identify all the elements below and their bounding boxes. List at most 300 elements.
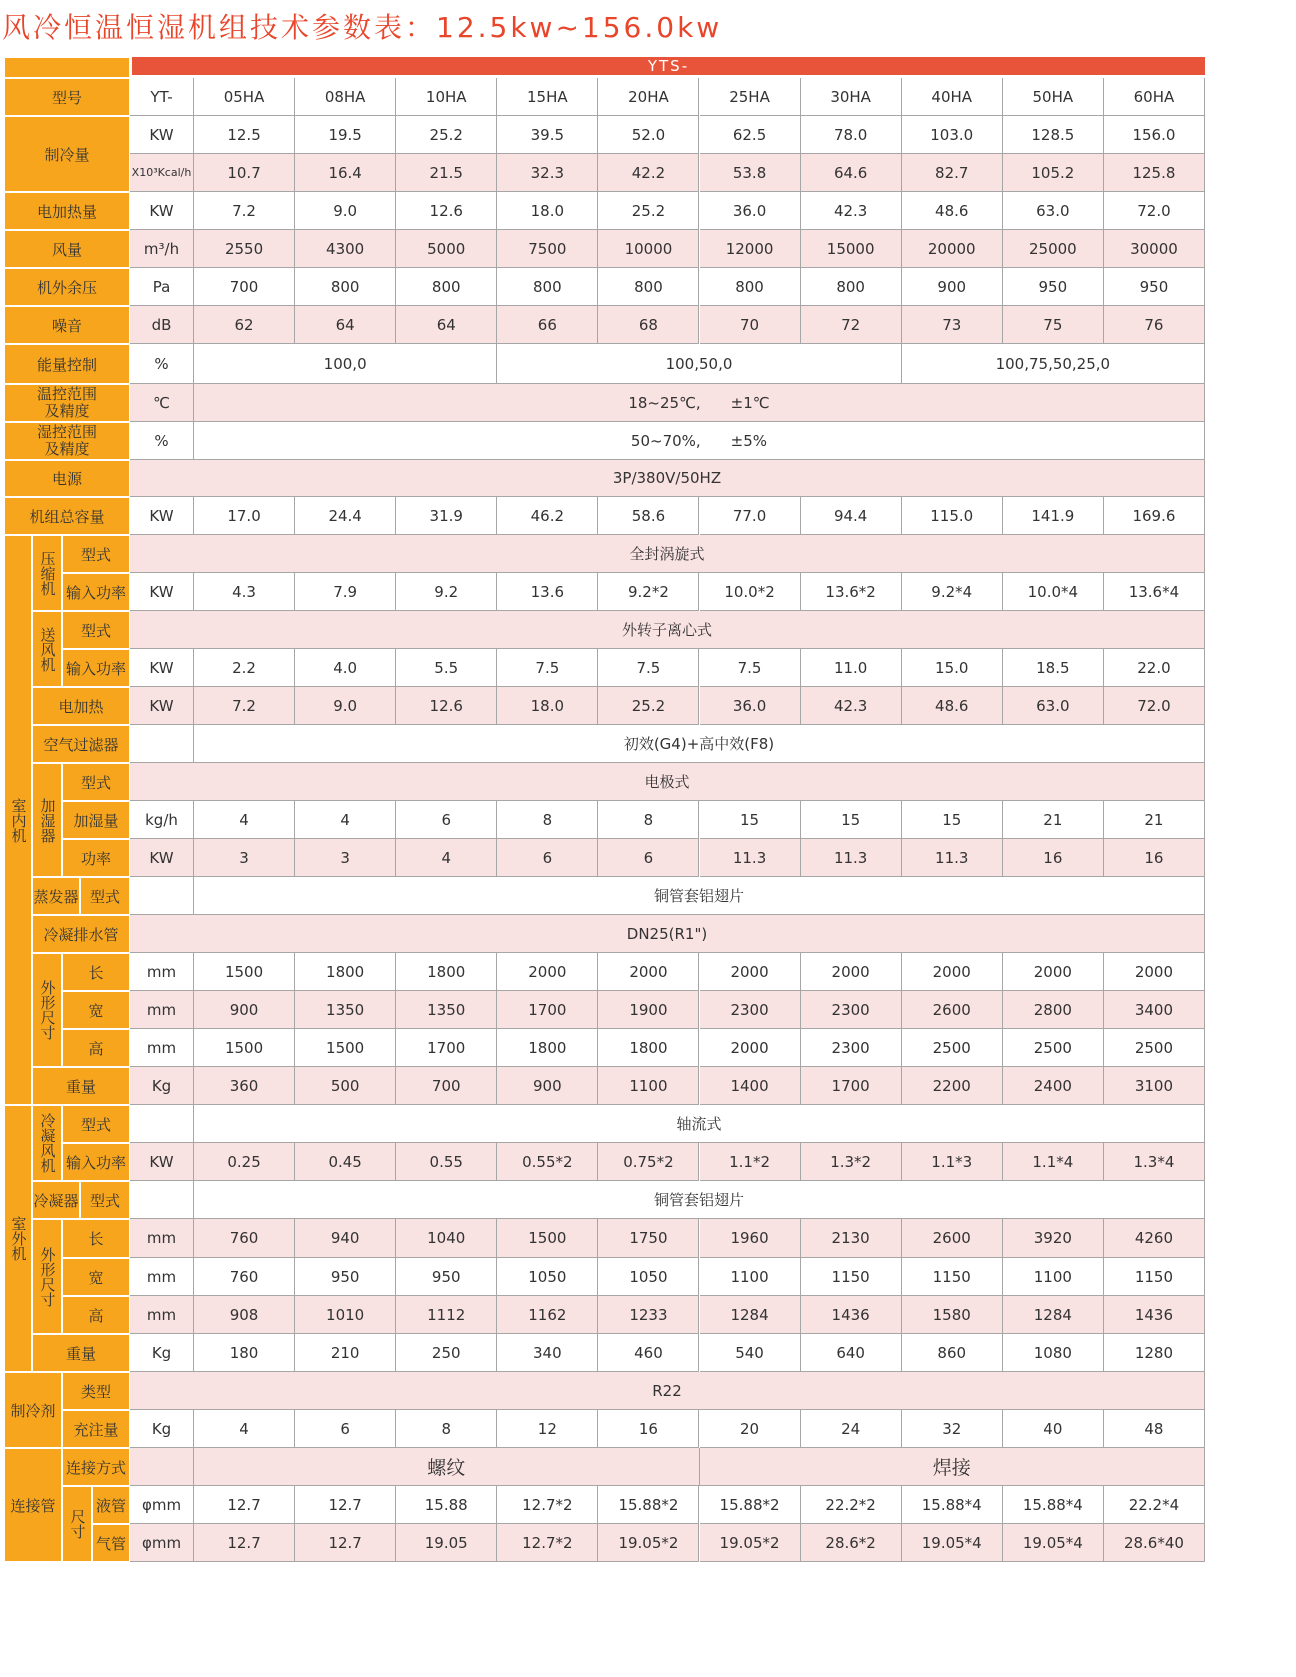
value-cell: 2300 — [801, 1029, 902, 1067]
value-cell: 22.2*4 — [1104, 1486, 1205, 1524]
value-cell: 1800 — [497, 1029, 598, 1067]
unit-cell: mm — [130, 1296, 194, 1334]
value-cell: 950 — [295, 1258, 396, 1296]
row-label: 加湿量 — [62, 801, 130, 839]
span-cell: 焊接 — [700, 1448, 1206, 1486]
value-cell: 7.2 — [194, 192, 295, 230]
value-cell: 1100 — [700, 1258, 801, 1296]
value-cell: 4 — [194, 1410, 295, 1448]
value-cell: 25.2 — [598, 192, 699, 230]
value-cell: 4260 — [1104, 1219, 1205, 1258]
unit-cell: dB — [130, 306, 194, 344]
span-cell: 50~70%, ±5% — [194, 422, 1205, 460]
row-label: 尺寸 — [62, 1486, 92, 1562]
value-cell: 4300 — [295, 230, 396, 268]
row-label: 宽 — [62, 1258, 130, 1296]
value-cell: 1500 — [295, 1029, 396, 1067]
model-header: 10HA — [396, 78, 497, 116]
value-cell: 2000 — [700, 1029, 801, 1067]
value-cell: 15.88*4 — [1003, 1486, 1104, 1524]
value-cell: 3 — [194, 839, 295, 877]
value-cell: 1150 — [902, 1258, 1003, 1296]
row-label: 输入功率 — [62, 573, 130, 611]
row-label: 长 — [62, 953, 130, 991]
value-cell: 2500 — [1003, 1029, 1104, 1067]
value-cell: 6 — [598, 839, 699, 877]
row-label: 输入功率 — [62, 1143, 130, 1181]
value-cell: 0.55 — [396, 1143, 497, 1181]
model-label: 型号 — [4, 78, 130, 116]
value-cell: 94.4 — [801, 497, 902, 535]
value-cell: 39.5 — [497, 116, 598, 154]
value-cell: 210 — [295, 1334, 396, 1372]
value-cell: 21 — [1104, 801, 1205, 839]
span-cell: 轴流式 — [194, 1105, 1205, 1143]
value-cell: 103.0 — [902, 116, 1003, 154]
value-cell: 1350 — [295, 991, 396, 1029]
value-cell: 4.0 — [295, 649, 396, 687]
unit-cell: Kg — [130, 1067, 194, 1105]
unit-cell: KW — [130, 649, 194, 687]
value-cell: 15000 — [801, 230, 902, 268]
row-label: 型式 — [80, 877, 130, 915]
value-cell: 2000 — [700, 953, 801, 991]
value-cell: 12.7 — [194, 1524, 295, 1562]
unit-cell: Kg — [130, 1334, 194, 1372]
value-cell: 13.6*4 — [1104, 573, 1205, 611]
value-cell: 7.5 — [598, 649, 699, 687]
value-cell: 6 — [295, 1410, 396, 1448]
unit-cell — [130, 1448, 194, 1486]
row-label: 冷凝排水管 — [32, 915, 130, 953]
row-label: 空气过滤器 — [32, 725, 130, 763]
value-cell: 0.75*2 — [598, 1143, 699, 1181]
value-cell: 42.3 — [801, 192, 902, 230]
unit-cell — [130, 1105, 194, 1143]
row-label: 电源 — [4, 460, 130, 497]
unit-cell: ℃ — [130, 384, 194, 422]
value-cell: 16 — [598, 1410, 699, 1448]
model-header: 30HA — [801, 78, 902, 116]
value-cell: 12.5 — [194, 116, 295, 154]
value-cell: 1040 — [396, 1219, 497, 1258]
value-cell: 21.5 — [396, 154, 497, 192]
row-label: 型式 — [62, 763, 130, 801]
row-label: 输入功率 — [62, 649, 130, 687]
value-cell: 125.8 — [1104, 154, 1205, 192]
row-label: 宽 — [62, 991, 130, 1029]
value-cell: 31.9 — [396, 497, 497, 535]
value-cell: 900 — [497, 1067, 598, 1105]
value-cell: 0.25 — [194, 1143, 295, 1181]
row-label: 能量控制 — [4, 344, 130, 384]
value-cell: 28.6*2 — [801, 1524, 902, 1562]
value-cell: 11.0 — [801, 649, 902, 687]
unit-cell: Kg — [130, 1410, 194, 1448]
unit-cell: X10³Kcal/h — [130, 154, 194, 192]
value-cell: 72 — [801, 306, 902, 344]
label-spacer — [4, 57, 130, 78]
value-cell: 800 — [295, 268, 396, 306]
value-cell: 760 — [194, 1219, 295, 1258]
value-cell: 12.6 — [396, 192, 497, 230]
value-cell: 19.05*2 — [700, 1524, 801, 1562]
value-cell: 10.0*4 — [1003, 573, 1104, 611]
value-cell: 1700 — [801, 1067, 902, 1105]
value-cell: 128.5 — [1003, 116, 1104, 154]
value-cell: 70 — [700, 306, 801, 344]
value-cell: 1800 — [598, 1029, 699, 1067]
value-cell: 860 — [902, 1334, 1003, 1372]
value-cell: 2300 — [801, 991, 902, 1029]
model-header: 15HA — [497, 78, 598, 116]
row-label: 室内机 — [4, 535, 32, 1105]
value-cell: 1750 — [598, 1219, 699, 1258]
value-cell: 15.88*2 — [700, 1486, 801, 1524]
model-header: 05HA — [194, 78, 295, 116]
value-cell: 460 — [598, 1334, 699, 1372]
value-cell: 9.0 — [295, 192, 396, 230]
row-label: 机外余压 — [4, 268, 130, 306]
row-label: 连接方式 — [62, 1448, 130, 1486]
value-cell: 250 — [396, 1334, 497, 1372]
model-header: 20HA — [598, 78, 699, 116]
value-cell: 3100 — [1104, 1067, 1205, 1105]
span-cell: 18~25℃, ±1℃ — [194, 384, 1205, 422]
row-label: 气管 — [92, 1524, 130, 1562]
value-cell: 12.7*2 — [497, 1486, 598, 1524]
value-cell: 18.5 — [1003, 649, 1104, 687]
value-cell: 9.2 — [396, 573, 497, 611]
row-label: 连接管 — [4, 1448, 62, 1562]
span-cell: 螺纹 — [194, 1448, 700, 1486]
value-cell: 950 — [1104, 268, 1205, 306]
row-label: 型式 — [62, 1105, 130, 1143]
value-cell: 141.9 — [1003, 497, 1104, 535]
value-cell: 800 — [396, 268, 497, 306]
value-cell: 19.5 — [295, 116, 396, 154]
value-cell: 1436 — [1104, 1296, 1205, 1334]
value-cell: 1010 — [295, 1296, 396, 1334]
value-cell: 16 — [1003, 839, 1104, 877]
row-label: 制冷剂 — [4, 1372, 62, 1448]
value-cell: 2600 — [902, 1219, 1003, 1258]
row-label: 压缩机 — [32, 535, 62, 611]
value-cell: 20 — [700, 1410, 801, 1448]
value-cell: 1050 — [497, 1258, 598, 1296]
value-cell: 11.3 — [700, 839, 801, 877]
value-cell: 1162 — [497, 1296, 598, 1334]
value-cell: 1800 — [396, 953, 497, 991]
value-cell: 68 — [598, 306, 699, 344]
value-cell: 10.0*2 — [700, 573, 801, 611]
value-cell: 2000 — [1003, 953, 1104, 991]
value-cell: 1580 — [902, 1296, 1003, 1334]
value-cell: 950 — [396, 1258, 497, 1296]
value-cell: 62 — [194, 306, 295, 344]
value-cell: 64 — [396, 306, 497, 344]
page-title: 风冷恒温恒湿机组技术参数表：12.5kw~156.0kw — [2, 11, 723, 44]
value-cell: 24.4 — [295, 497, 396, 535]
unit-cell: % — [130, 422, 194, 460]
unit-cell: mm — [130, 1258, 194, 1296]
value-cell: 53.8 — [700, 154, 801, 192]
value-cell: 7500 — [497, 230, 598, 268]
value-cell: 10.7 — [194, 154, 295, 192]
value-cell: 12.6 — [396, 687, 497, 725]
value-cell: 40 — [1003, 1410, 1104, 1448]
unit-cell — [130, 1181, 194, 1219]
value-cell: 19.05*4 — [902, 1524, 1003, 1562]
unit-cell: % — [130, 344, 194, 384]
value-cell: 1960 — [700, 1219, 801, 1258]
value-cell: 15.88*2 — [598, 1486, 699, 1524]
value-cell: 12.7 — [295, 1524, 396, 1562]
value-cell: 25.2 — [598, 687, 699, 725]
value-cell: 340 — [497, 1334, 598, 1372]
value-cell: 20000 — [902, 230, 1003, 268]
value-cell: 7.2 — [194, 687, 295, 725]
series-banner: YTS- — [132, 57, 1205, 75]
value-cell: 5.5 — [396, 649, 497, 687]
value-cell: 4 — [295, 801, 396, 839]
span-cell: 电极式 — [130, 763, 1205, 801]
span-cell: 100,50,0 — [497, 344, 901, 384]
value-cell: 4 — [194, 801, 295, 839]
span-cell: 全封涡旋式 — [130, 535, 1205, 573]
row-label: 长 — [62, 1219, 130, 1258]
value-cell: 64.6 — [801, 154, 902, 192]
value-cell: 169.6 — [1104, 497, 1205, 535]
unit-cell: kg/h — [130, 801, 194, 839]
span-cell: DN25(R1") — [130, 915, 1205, 953]
value-cell: 25.2 — [396, 116, 497, 154]
value-cell: 800 — [598, 268, 699, 306]
value-cell: 1233 — [598, 1296, 699, 1334]
span-cell: 铜管套铝翅片 — [194, 877, 1205, 915]
value-cell: 24 — [801, 1410, 902, 1448]
value-cell: 72.0 — [1104, 687, 1205, 725]
value-cell: 1100 — [1003, 1258, 1104, 1296]
value-cell: 156.0 — [1104, 116, 1205, 154]
value-cell: 7.9 — [295, 573, 396, 611]
value-cell: 32.3 — [497, 154, 598, 192]
row-label: 制冷量 — [4, 116, 130, 192]
value-cell: 62.5 — [700, 116, 801, 154]
value-cell: 1700 — [396, 1029, 497, 1067]
value-cell: 15.88 — [396, 1486, 497, 1524]
value-cell: 115.0 — [902, 497, 1003, 535]
value-cell: 2550 — [194, 230, 295, 268]
value-cell: 46.2 — [497, 497, 598, 535]
value-cell: 12.7 — [194, 1486, 295, 1524]
row-label: 机组总容量 — [4, 497, 130, 535]
value-cell: 1700 — [497, 991, 598, 1029]
value-cell: 800 — [700, 268, 801, 306]
row-label: 温控范围 及精度 — [4, 384, 130, 422]
value-cell: 1150 — [801, 1258, 902, 1296]
value-cell: 1112 — [396, 1296, 497, 1334]
value-cell: 2200 — [902, 1067, 1003, 1105]
span-cell: 100,75,50,25,0 — [902, 344, 1205, 384]
row-label: 室外机 — [4, 1105, 32, 1372]
value-cell: 700 — [194, 268, 295, 306]
value-cell: 700 — [396, 1067, 497, 1105]
value-cell: 1.1*3 — [902, 1143, 1003, 1181]
value-cell: 1284 — [700, 1296, 801, 1334]
value-cell: 9.2*4 — [902, 573, 1003, 611]
value-cell: 77.0 — [700, 497, 801, 535]
value-cell: 48 — [1104, 1410, 1205, 1448]
value-cell: 66 — [497, 306, 598, 344]
value-cell: 2000 — [598, 953, 699, 991]
value-cell: 1.3*2 — [801, 1143, 902, 1181]
value-cell: 1400 — [700, 1067, 801, 1105]
row-label: 送风机 — [32, 611, 62, 687]
unit-cell: KW — [130, 1143, 194, 1181]
value-cell: 950 — [1003, 268, 1104, 306]
value-cell: 15 — [801, 801, 902, 839]
unit-cell: m³/h — [130, 230, 194, 268]
value-cell: 1284 — [1003, 1296, 1104, 1334]
value-cell: 8 — [396, 1410, 497, 1448]
row-label: 重量 — [32, 1067, 130, 1105]
row-label: 重量 — [32, 1334, 130, 1372]
value-cell: 22.0 — [1104, 649, 1205, 687]
value-cell: 180 — [194, 1334, 295, 1372]
value-cell: 1500 — [194, 953, 295, 991]
value-cell: 73 — [902, 306, 1003, 344]
value-cell: 760 — [194, 1258, 295, 1296]
value-cell: 12000 — [700, 230, 801, 268]
value-cell: 42.2 — [598, 154, 699, 192]
value-cell: 48.6 — [902, 687, 1003, 725]
value-cell: 8 — [497, 801, 598, 839]
value-cell: 1.1*2 — [700, 1143, 801, 1181]
value-cell: 2000 — [1104, 953, 1205, 991]
value-cell: 1800 — [295, 953, 396, 991]
row-label: 外形尺寸 — [32, 1219, 62, 1334]
row-label: 型式 — [80, 1181, 130, 1219]
unit-cell: mm — [130, 991, 194, 1029]
value-cell: 11.3 — [801, 839, 902, 877]
unit-cell: mm — [130, 1029, 194, 1067]
span-cell: 100,0 — [194, 344, 497, 384]
unit-cell: mm — [130, 1219, 194, 1258]
value-cell: 1080 — [1003, 1334, 1104, 1372]
value-cell: 3400 — [1104, 991, 1205, 1029]
row-label: 噪音 — [4, 306, 130, 344]
value-cell: 7.5 — [700, 649, 801, 687]
value-cell: 30000 — [1104, 230, 1205, 268]
value-cell: 2600 — [902, 991, 1003, 1029]
value-cell: 940 — [295, 1219, 396, 1258]
value-cell: 5000 — [396, 230, 497, 268]
value-cell: 500 — [295, 1067, 396, 1105]
value-cell: 11.3 — [902, 839, 1003, 877]
value-cell: 4.3 — [194, 573, 295, 611]
value-cell: 17.0 — [194, 497, 295, 535]
value-cell: 19.05 — [396, 1524, 497, 1562]
value-cell: 4 — [396, 839, 497, 877]
value-cell: 7.5 — [497, 649, 598, 687]
value-cell: 75 — [1003, 306, 1104, 344]
value-cell: 28.6*40 — [1104, 1524, 1205, 1562]
unit-cell: KW — [130, 192, 194, 230]
value-cell: 1280 — [1104, 1334, 1205, 1372]
value-cell: 2500 — [902, 1029, 1003, 1067]
unit-cell — [130, 877, 194, 915]
value-cell: 15.0 — [902, 649, 1003, 687]
row-label: 冷凝风机 — [32, 1105, 62, 1181]
value-cell: 19.05*2 — [598, 1524, 699, 1562]
value-cell: 1.3*4 — [1104, 1143, 1205, 1181]
value-cell: 64 — [295, 306, 396, 344]
value-cell: 800 — [497, 268, 598, 306]
row-label: 功率 — [62, 839, 130, 877]
row-label: 蒸发器 — [32, 877, 80, 915]
value-cell: 2400 — [1003, 1067, 1104, 1105]
model-header: 08HA — [295, 78, 396, 116]
row-label: 高 — [62, 1296, 130, 1334]
unit-cell: KW — [130, 116, 194, 154]
unit-cell — [130, 725, 194, 763]
span-cell: 外转子离心式 — [130, 611, 1205, 649]
value-cell: 2300 — [700, 991, 801, 1029]
value-cell: 800 — [801, 268, 902, 306]
unit-cell: KW — [130, 573, 194, 611]
unit-cell: φmm — [130, 1524, 194, 1562]
model-header: 40HA — [902, 78, 1003, 116]
value-cell: 9.0 — [295, 687, 396, 725]
value-cell: 48.6 — [902, 192, 1003, 230]
value-cell: 12.7 — [295, 1486, 396, 1524]
row-label: 加湿器 — [32, 763, 62, 877]
value-cell: 1100 — [598, 1067, 699, 1105]
value-cell: 12 — [497, 1410, 598, 1448]
value-cell: 908 — [194, 1296, 295, 1334]
value-cell: 1150 — [1104, 1258, 1205, 1296]
value-cell: 15 — [700, 801, 801, 839]
row-label: 类型 — [62, 1372, 130, 1410]
value-cell: 63.0 — [1003, 192, 1104, 230]
value-cell: 25000 — [1003, 230, 1104, 268]
value-cell: 76 — [1104, 306, 1205, 344]
model-prefix: YT- — [130, 78, 194, 116]
value-cell: 18.0 — [497, 192, 598, 230]
model-header: 60HA — [1104, 78, 1205, 116]
model-header: 50HA — [1003, 78, 1104, 116]
value-cell: 900 — [194, 991, 295, 1029]
value-cell: 10000 — [598, 230, 699, 268]
value-cell: 36.0 — [700, 687, 801, 725]
unit-cell: KW — [130, 497, 194, 535]
value-cell: 1.1*4 — [1003, 1143, 1104, 1181]
value-cell: 13.6 — [497, 573, 598, 611]
value-cell: 8 — [598, 801, 699, 839]
value-cell: 15.88*4 — [902, 1486, 1003, 1524]
row-label: 外形尺寸 — [32, 953, 62, 1067]
value-cell: 19.05*4 — [1003, 1524, 1104, 1562]
span-cell: R22 — [130, 1372, 1205, 1410]
value-cell: 15 — [902, 801, 1003, 839]
value-cell: 1350 — [396, 991, 497, 1029]
value-cell: 0.45 — [295, 1143, 396, 1181]
value-cell: 32 — [902, 1410, 1003, 1448]
value-cell: 6 — [497, 839, 598, 877]
value-cell: 9.2*2 — [598, 573, 699, 611]
value-cell: 2500 — [1104, 1029, 1205, 1067]
